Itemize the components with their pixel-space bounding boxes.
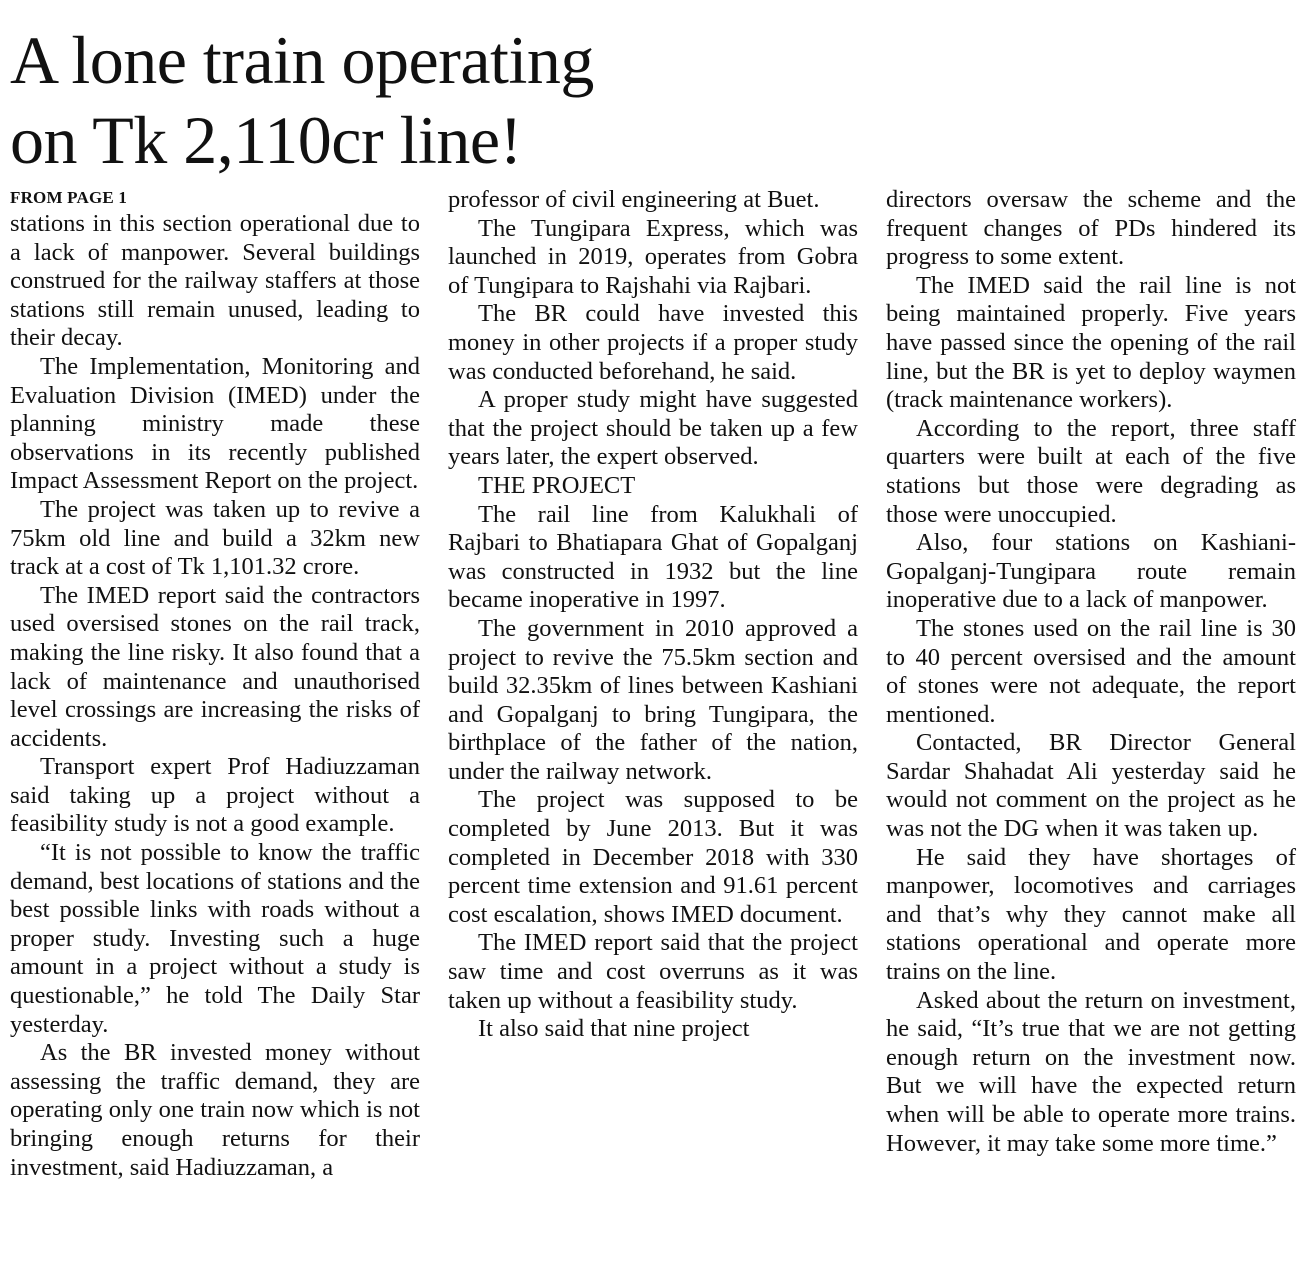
paragraph: The project was taken up to revive a 75km old line and build a 32km new track at a cost of Tk 1,101.32 crore.	[10, 495, 420, 581]
paragraph: As the BR invested money without assessing the traffic demand, they are operating only one train now which is not bringing enough returns for their investment, said Hadiuzzaman, a	[10, 1039, 420, 1181]
paragraph: The IMED report said that the project saw time and cost overruns as it was taken up without a feasibility study.	[448, 929, 858, 1014]
paragraph: Transport expert Prof Hadiuzzaman said taking up a project without a feasibility study is not a good example.	[10, 753, 420, 838]
paragraph: According to the report, three staff quarters were built at each of the five stations but those were degrading as those were unoccupied.	[886, 414, 1296, 528]
paragraph: Also, four stations on Kashiani-Gopalganj-Tungipara route remain inoperative due to a lack of manpower.	[886, 529, 1296, 614]
paragraph: A proper study might have suggested that the project should be taken up a few years later, the expert observed.	[448, 386, 858, 471]
paragraph: professor of civil engineering at Buet.	[448, 186, 820, 213]
article-column-2	[448, 186, 858, 1044]
paragraph: The IMED said the rail line is not being maintained properly. Five years have passed since the opening of the rail line, but the BR is yet to deploy waymen (track maintenance workers).	[886, 271, 1296, 414]
section-subhead: THE PROJECT	[478, 471, 636, 499]
paragraph: Contacted, BR Director General Sardar Shahadat Ali yesterday said he would not comment on the project as he was not the DG when it was taken up.	[886, 729, 1296, 843]
paragraph: The project was supposed to be completed by June 2013. But it was completed in December 2018 with 330 percent time extension and 91.61 percent cost escalation, shows IMED document.	[448, 786, 858, 928]
paragraph: The government in 2010 approved a project to revive the 75.5km section and build 32.35km of lines between Kashiani and Gopalganj to bring Tungipara, the birthplace of the father of the nation, under the railway network.	[448, 614, 858, 785]
paragraph: directors oversaw the scheme and the frequent changes of PDs hindered its progress to some extent.	[886, 186, 1296, 271]
continuation-kicker: FROM PAGE 1	[10, 188, 128, 207]
paragraph: Asked about the return on investment, he said, “It’s true that we are not getting enough return on the investment now. But we will have the expected return when will be able to operate more trains. However, it may take some more time.”	[886, 986, 1296, 1157]
headline-line-1: A lone train operating	[10, 22, 594, 98]
paragraph: The rail line from Kalukhali of Rajbari to Bhatiapara Ghat of Gopalganj was constructed in 1932 but the line became inoperative in 1997.	[448, 500, 858, 614]
paragraph: stations in this section operational due to a lack of manpower. Several buildings construed for the railway staffers at those stations still remain unused, leading to their decay.	[10, 210, 420, 352]
paragraph: The BR could have invested this money in other projects if a proper study was conducted beforehand, he said.	[448, 300, 858, 385]
paragraph: He said they have shortages of manpower, locomotives and carriages and that’s why they cannot make all stations operational and operate more trains on the line.	[886, 843, 1296, 986]
headline	[10, 20, 1010, 180]
article-column-3	[886, 186, 1296, 1158]
paragraph: The IMED report said the contractors used oversised stones on the rail track, making the line risky. It also found that a lack of maintenance and unauthorised level crossings are increasing the risks of accidents.	[10, 581, 420, 752]
paragraph: The Tungipara Express, which was launched in 2019, operates from Gobra of Tungipara to Rajshahi via Rajbari.	[448, 214, 858, 299]
paragraph: “It is not possible to know the traffic demand, best locations of stations and the best possible links with roads without a proper study. Investing such a huge amount in a project without a study is questionable,” he told The Daily Star yesterday.	[10, 839, 420, 1038]
paragraph: The stones used on the rail line is 30 to 40 percent oversised and the amount of stones were not adequate, the report mentioned.	[886, 614, 1296, 728]
paragraph: The Implementation, Monitoring and Evaluation Division (IMED) under the planning ministry made these observations in its recently published Impact Assessment Report on the project.	[10, 352, 420, 495]
paragraph: It also said that nine project	[478, 1015, 750, 1043]
headline-line-2: on Tk 2,110cr line!	[10, 102, 522, 178]
article-column-1	[10, 186, 420, 1182]
